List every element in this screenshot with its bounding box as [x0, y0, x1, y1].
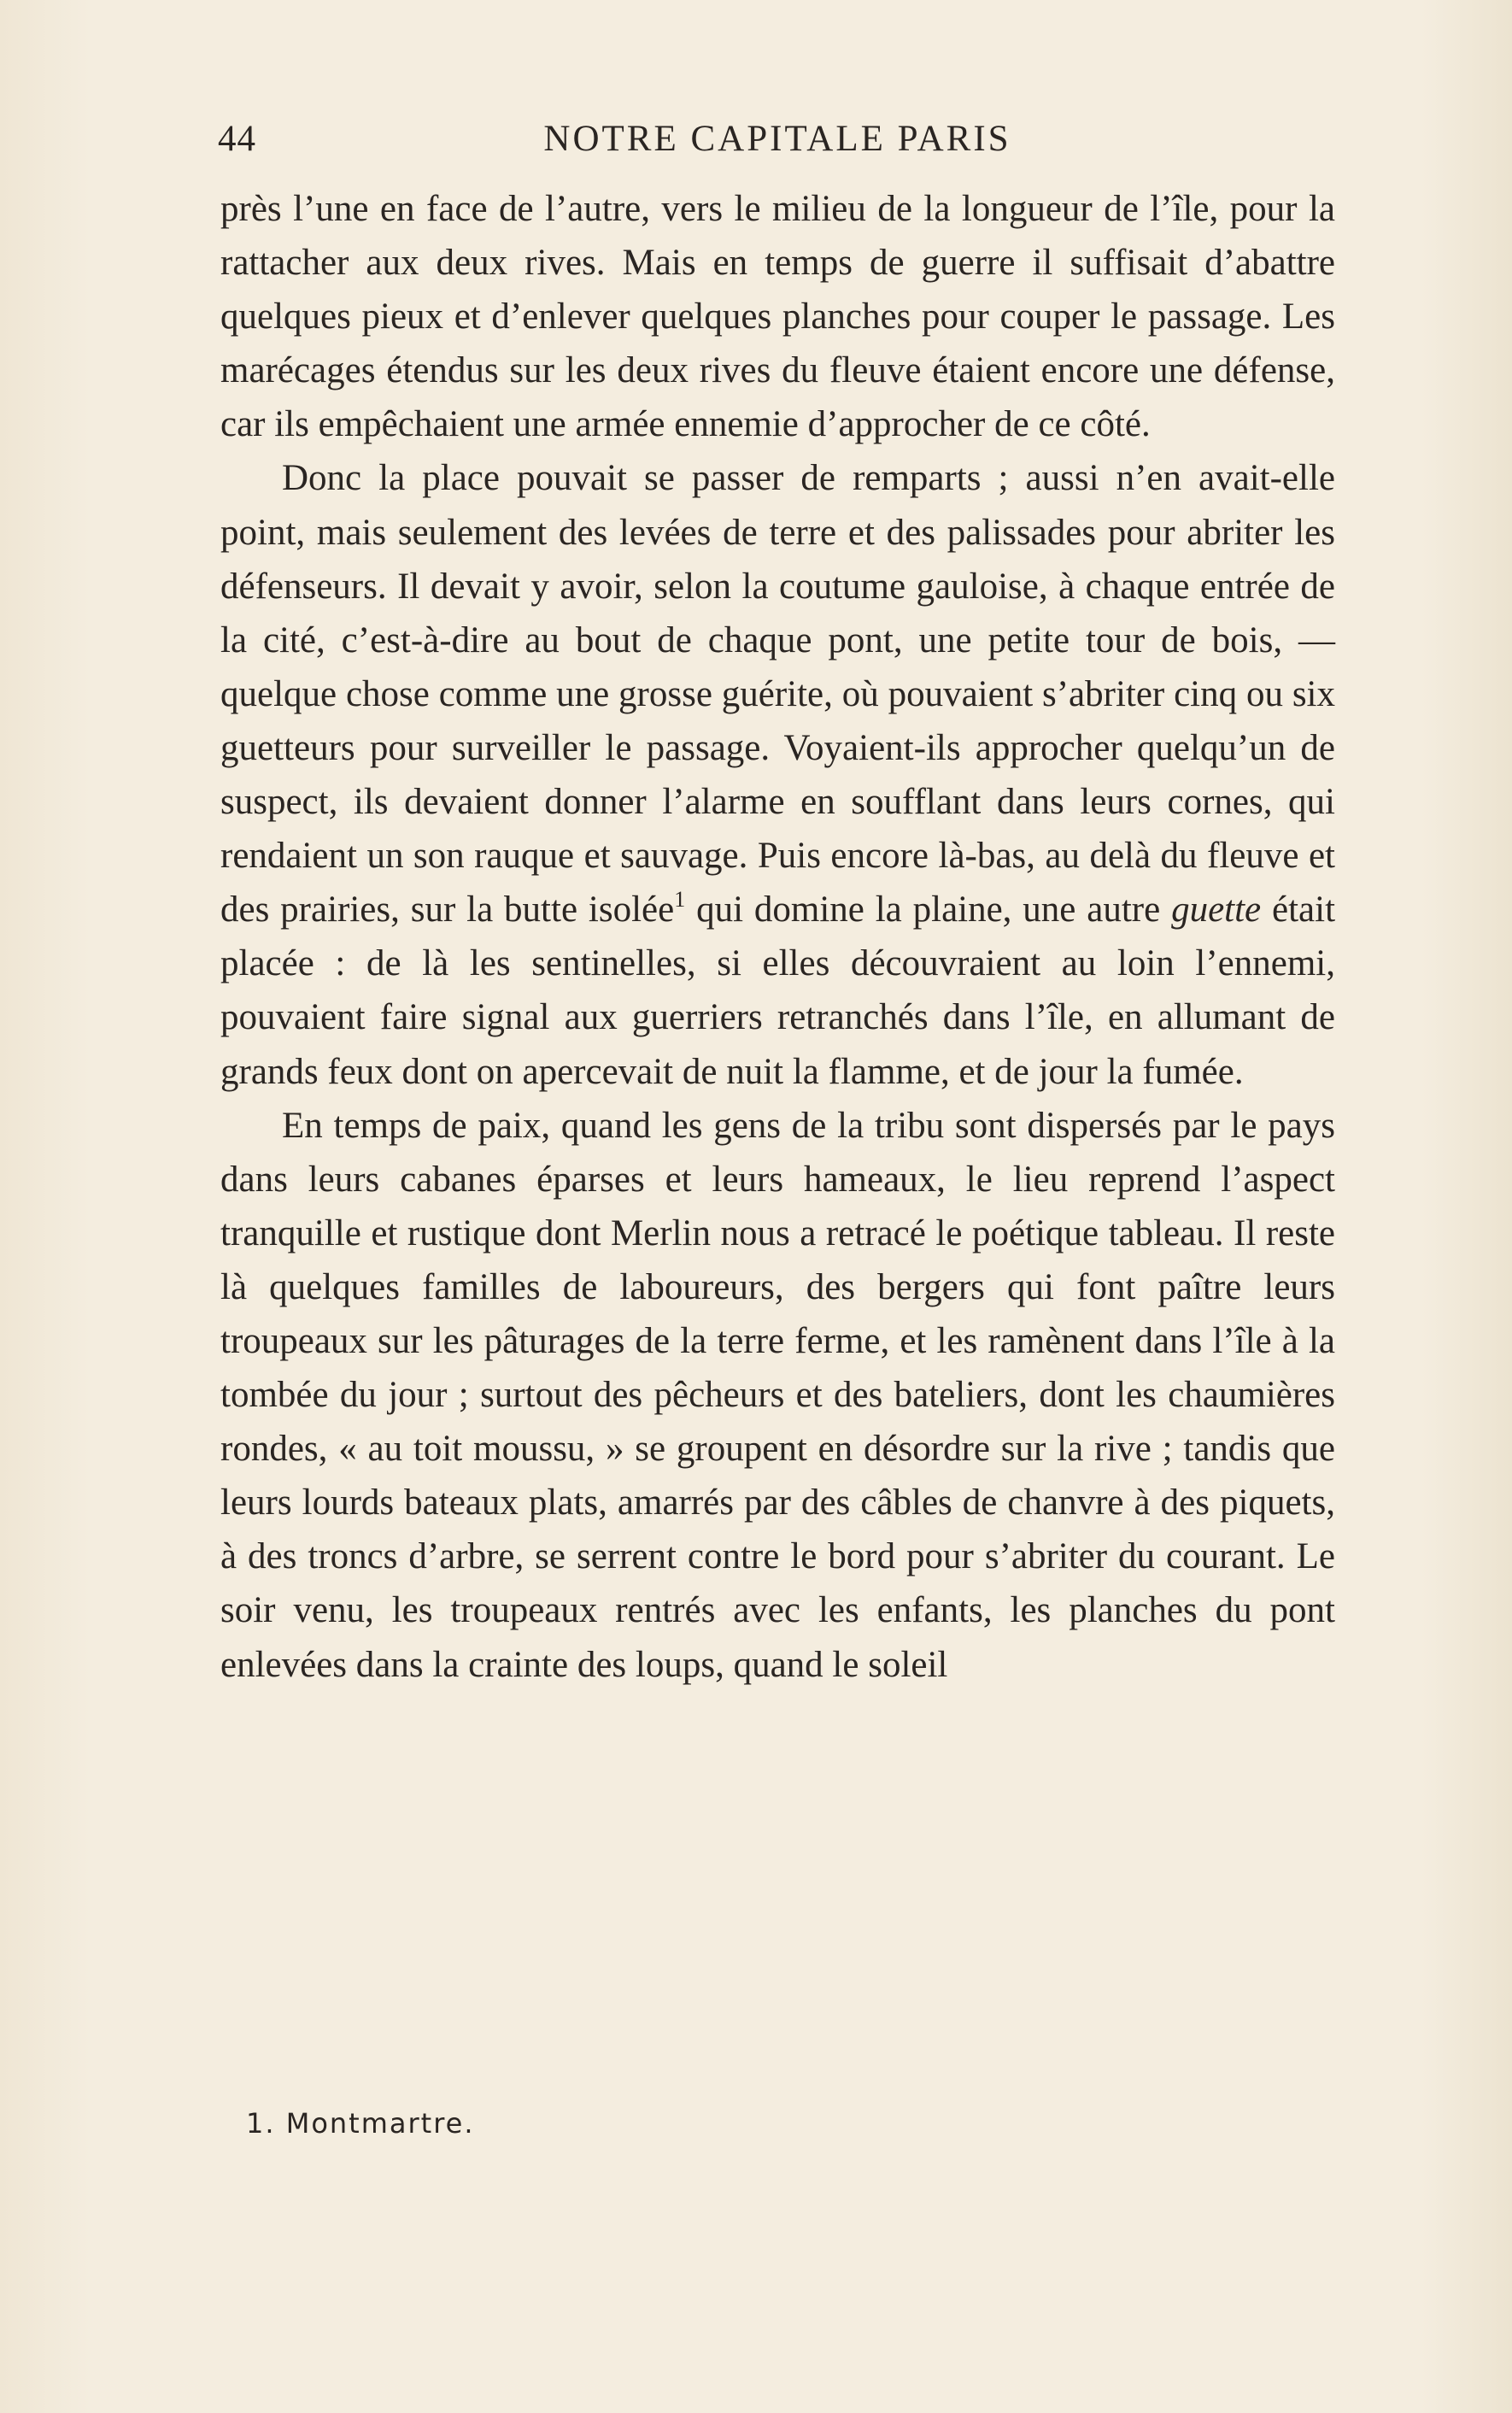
paragraph-2-text-end: était placée : de là les sentinelles, si elles découvraient au loin l’ennemi, pouvaient faire signal aux guerriers retranchés dans l’île, en allumant de grands feux dont on apercevait de nuit la flamme, et de jour la fumée. — [220, 889, 1336, 1092]
paragraph-3-text: En temps de paix, quand les gens de la tribu sont dispersés par le pays dans leurs cabanes éparses et leurs hameaux, le lieu reprend l’aspect tranquille et rustique dont Merlin nous a retracé le poétique tableau. Il reste là quelques familles de laboureurs, des bergers qui font paître leurs troupeaux sur les pâturages de la terre ferme, et les ramènent dans l’île à la tombée du jour ; surtout des pêcheurs et des bateliers, dont les chaumières rondes, « au toit moussu, » se groupent en désordre sur la rive ; tandis que leurs lourds bateaux plats, amarrés par des câbles de chanvre à des piquets, à des troncs d’arbre, se serrent contre le bord pour s’abriter du courant. Le soir venu, les troupeaux rentrés avec les enfants, les planches du pont enlevées dans la crainte des loups, quand le soleil — [220, 1105, 1335, 1685]
paragraph-2 — [220, 451, 1335, 1098]
page-number: 44 — [218, 119, 256, 159]
footnote: 1. Montmartre. — [246, 2107, 475, 2140]
paragraph-2-text-start: Donc la place pouvait se passer de remparts ; aussi n’en avait-elle point, mais seulement des levées de terre et des palissades pour abriter les défenseurs. Il devait y avoir, selon la coutume gauloise, à chaque entrée de la cité, c’est-à-dire au bout de chaque pont, une petite tour de bois, — quelque chose comme une grosse guérite, où pouvaient s’abriter cinq ou six guetteurs pour surveiller le passage. Voyaient-ils approcher quelqu’un de suspect, ils devaient donner l’alarme en soufflant dans leurs cornes, qui rendaient un son rauque et sauvage. Puis encore là-bas, au delà du fleuve et des prairies, sur la butte isolée — [220, 458, 1335, 931]
running-title: NOTRE CAPITALE PARIS — [543, 119, 1011, 159]
footnote-reference: 1 — [674, 886, 686, 912]
paragraph-3 — [220, 1099, 1335, 1692]
paragraph-2-text-middle: qui domine la plaine, une autre — [685, 889, 1172, 931]
page-header — [218, 118, 1337, 166]
paragraph-1-text: près l’une en face de l’autre, vers le milieu de la longueur de l’île, pour la rattacher aux deux rives. Mais en temps de guerre il suffisait d’abattre quelques pieux et d’enlever quelques planches pour couper le passage. Les marécages étendus sur les deux rives du fleuve étaient encore une défense, car ils empêchaient une armée ennemie d’approcher de ce côté. — [220, 189, 1335, 445]
italic-word: guette — [1171, 889, 1262, 931]
body-text — [220, 182, 1335, 1692]
paragraph-1 — [220, 182, 1335, 451]
